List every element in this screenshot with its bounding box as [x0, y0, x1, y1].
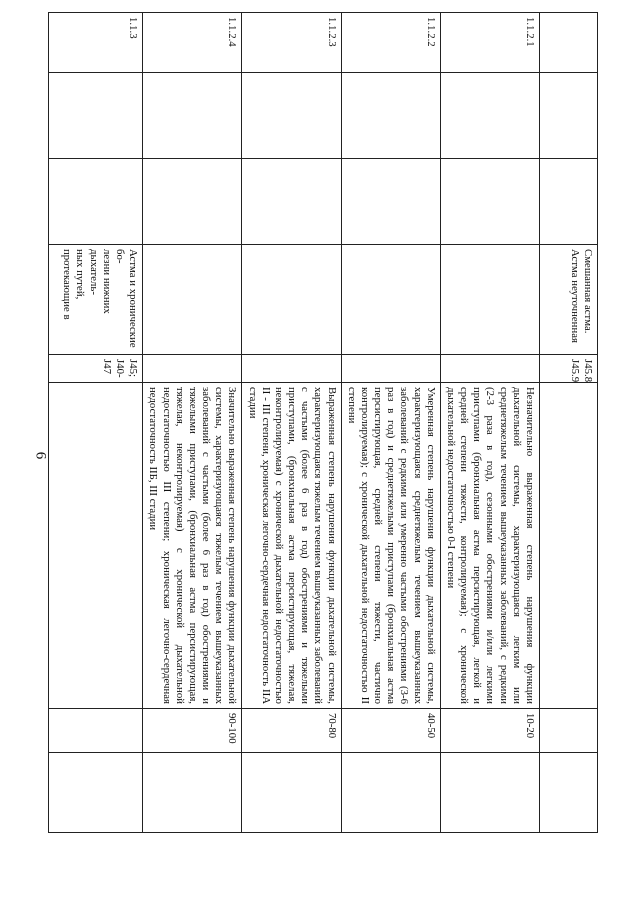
empty-cell	[143, 159, 242, 245]
empty-cell	[341, 73, 440, 159]
empty-cell	[49, 753, 143, 833]
name-line: Смешанная астма.	[582, 249, 594, 334]
row-mkb-cell	[440, 355, 539, 383]
mkb-code: J40-J47	[100, 359, 127, 378]
row-name-cell	[341, 245, 440, 355]
row-percent-cell: 10-20	[440, 709, 539, 753]
empty-cell	[242, 753, 341, 833]
empty-cell	[540, 73, 598, 159]
empty-cell	[341, 159, 440, 245]
row-description-cell	[540, 383, 598, 709]
row-mkb-cell	[540, 355, 598, 383]
row-name-cell	[242, 245, 341, 355]
table-row	[242, 13, 341, 833]
row-code-cell: 1.1.2.3	[242, 13, 341, 73]
empty-cell	[143, 73, 242, 159]
name-line: ных путей, протекающие в	[61, 249, 87, 320]
name-line: Астма неуточненная	[568, 249, 581, 343]
empty-cell	[440, 159, 539, 245]
table-row	[540, 13, 598, 833]
row-percent-cell	[540, 709, 598, 753]
row-description-cell: Незначительно выраженная степень нарушения функции дыхательной системы, характеризующаяся легким или среднетяжелым течением вышеуказанных заболеваний, с редкими (2-3 раза в год), сезонными обострениями и/или легкими приступами (бронхиальная астма персистирующая, легкой и средней степени тяжести, контролируемая); с хронической дыхательной недостаточностью 0-I степени	[440, 383, 539, 709]
mkb-code: J45.9	[568, 359, 581, 383]
row-mkb-cell	[143, 355, 242, 383]
table-row	[440, 13, 539, 833]
empty-cell	[242, 73, 341, 159]
empty-cell	[440, 73, 539, 159]
empty-cell	[341, 753, 440, 833]
row-percent-cell: 90-100	[143, 709, 242, 753]
empty-cell	[540, 159, 598, 245]
row-code-cell: 1.1.2.4	[143, 13, 242, 73]
mkb-code: J45.8	[582, 359, 594, 383]
table-row	[49, 13, 143, 833]
row-description-cell: Выраженная степень нарушения функции дыхательной системы, характеризующаяся тяжелым течением вышеуказанных заболеваний с частыми (более 6 раз в год) обострениями и тяжелыми приступами, (бронхиальная астма персистирующая, тяжелая, неконтролируемая) с хронической дыхательной недостаточностью II - III степени, хроническая легочно-сердечная недостаточность IIА стадии	[242, 383, 341, 709]
row-mkb-cell	[341, 355, 440, 383]
row-name-cell	[540, 245, 598, 355]
empty-cell	[143, 753, 242, 833]
row-description-cell: Умеренная степень нарушения функции дыхательной системы, характеризующаяся среднетяжелым течением вышеуказанных заболеваний с редкими или умеренно частыми обострениями (3-6 раз в год) и среднетяжелыми приступами (бронхиальная астма персистирующая, средней степени тяжести, частично контролируемая); с хронической дыхательной недостаточностью II степени	[341, 383, 440, 709]
row-percent-cell: 40-50	[341, 709, 440, 753]
empty-cell	[540, 753, 598, 833]
row-description-cell	[49, 383, 143, 709]
row-name-cell	[143, 245, 242, 355]
page-number: 6	[32, 451, 49, 460]
row-code-cell: 1.1.2.1	[440, 13, 539, 73]
table-row	[341, 13, 440, 833]
row-name-cell	[49, 245, 143, 355]
row-mkb-cell	[242, 355, 341, 383]
row-percent-cell	[49, 709, 143, 753]
table-row	[143, 13, 242, 833]
row-code-cell: 1.1.3	[49, 13, 143, 73]
empty-cell	[242, 159, 341, 245]
row-code-cell: 1.1.2.2	[341, 13, 440, 73]
row-name-cell	[440, 245, 539, 355]
rotated-table-container	[61, 12, 598, 832]
row-description-cell: Значительно выраженная степень нарушения функции дыхательной системы, характеризующаяся тяжелым течением вышеуказанных заболеваний с частыми (более 6 раз в год) обострениями и тяжелыми приступами, (бронхиальная астма персистирующая, тяжелая, неконтролируемая) с хронической дыхательной недостаточностью III степени; хроническая легочно-сердечная недостаточность IIБ, III стадии	[143, 383, 242, 709]
disability-criteria-table	[48, 12, 598, 833]
empty-cell	[49, 159, 143, 245]
name-line: лезни нижних дыхатель-	[87, 249, 113, 314]
empty-cell	[440, 753, 539, 833]
row-mkb-cell	[49, 355, 143, 383]
row-code-cell	[540, 13, 598, 73]
mkb-code: J45;	[127, 359, 140, 377]
name-line: Астма и хронические бо-	[114, 249, 140, 348]
empty-cell	[49, 73, 143, 159]
row-percent-cell: 70-80	[242, 709, 341, 753]
